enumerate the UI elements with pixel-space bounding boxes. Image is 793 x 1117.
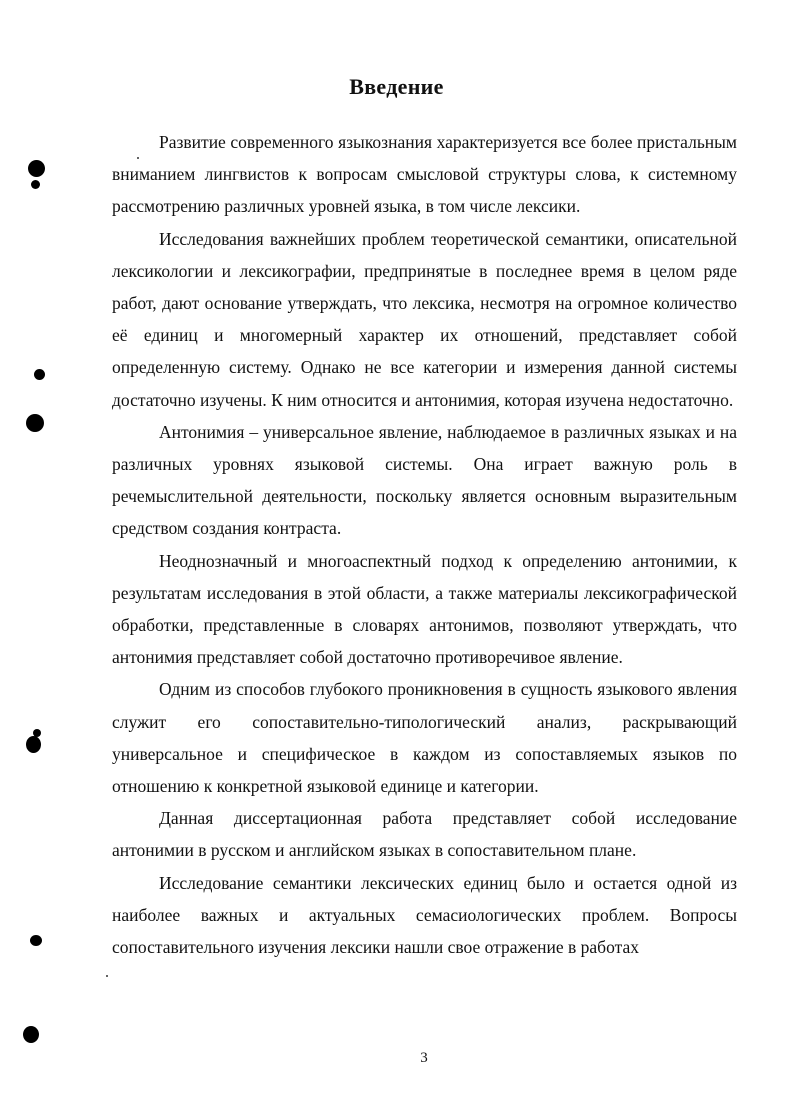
punch-hole-mark bbox=[33, 729, 41, 737]
body-text bbox=[112, 126, 737, 963]
paragraph: Развитие современного языкознания характеризуется все более пристальным вниманием лингвистов к вопросам смысловой структуры слова, к системному рассмотрению различных уровней языка, в том числе лексики. bbox=[112, 132, 737, 217]
paragraph: Исследование семантики лексических единиц было и остается одной из наиболее важных и актуальных семасиологических проблем. Вопросы сопоставительного изучения лексики нашли свое отражение в работах bbox=[112, 872, 737, 958]
page-title: Введение bbox=[349, 74, 444, 99]
paragraph: Антонимия – универсальное явление, наблюдаемое в различных языках и на различных уровнях языковой системы. Она играет важную роль в речемыслительной деятельности, поскольку является основным выразительным средством создания контраста. bbox=[112, 421, 737, 539]
paragraph: Одним из способов глубокого проникновения в сущность языкового явления служит его сопоставительно-типологический анализ, раскрывающий универсальное и специфическое в каждом из сопоставляемых языков по отношению к конкретной языковой единице и категории. bbox=[112, 679, 737, 797]
scan-speck bbox=[106, 975, 108, 977]
paragraph: Исследования важнейших проблем теоретической семантики, описательной лексикологии и лексикографии, предпринятые в последнее время в целом ряде работ, дают основание утверждать, что лексика, несмотря на огромное количество её единиц и многомерный характер их отношений, представляет собой определенную систему. Однако не все категории и измерения данной системы достаточно изучены. К ним относится и антонимия, которая изучена недостаточно. bbox=[112, 228, 737, 410]
paragraph: Данная диссертационная работа представляет собой исследование антонимии в русском и английском языках в сопоставительном плане. bbox=[112, 808, 737, 861]
paragraph: Неоднозначный и многоаспектный подход к определению антонимии, к результатам исследования в этой области, а также материалы лексикографической обработки, представленные в словарях антонимов, позволяют утверждать, что антонимия представляет собой достаточно противоречивое явление. bbox=[112, 550, 737, 668]
punch-hole-mark bbox=[23, 1026, 39, 1043]
punch-hole-mark bbox=[31, 180, 40, 189]
punch-hole-mark bbox=[34, 369, 45, 380]
punch-hole-mark bbox=[26, 414, 44, 432]
punch-hole-mark bbox=[28, 160, 45, 177]
punch-hole-mark bbox=[26, 736, 41, 753]
page-number: 3 bbox=[420, 1050, 428, 1066]
punch-hole-mark bbox=[30, 935, 42, 946]
